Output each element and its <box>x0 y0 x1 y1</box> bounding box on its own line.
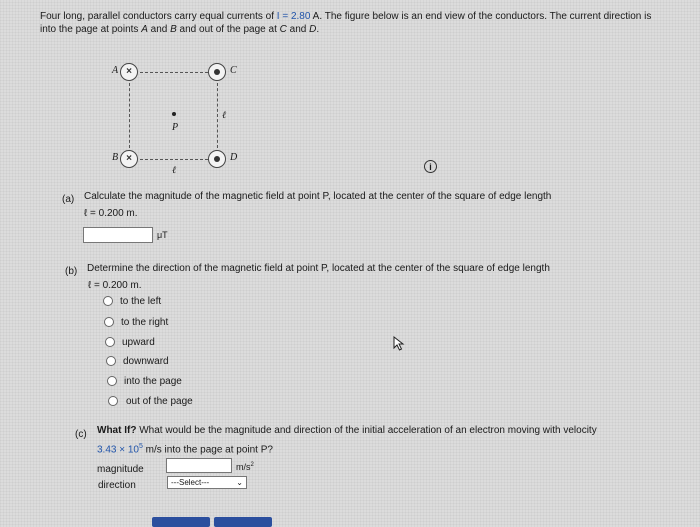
intro-text-4: and out of the page at <box>176 24 280 35</box>
radio-out-of-the-page[interactable] <box>108 396 118 406</box>
part-c-question <box>97 424 597 437</box>
velocity-exponent: 5 <box>138 443 143 450</box>
intro-text-5: and <box>286 24 310 35</box>
intro-point-b: B <box>170 24 177 35</box>
label-ell-side: ℓ <box>222 110 227 121</box>
conductor-a-into-icon <box>120 63 138 81</box>
problem-intro <box>40 10 670 36</box>
conductor-d-out-icon <box>208 150 226 168</box>
info-icon-glyph: i <box>429 162 432 172</box>
velocity-value: 3.43 × 10 <box>97 444 139 456</box>
option-upward: upward <box>122 337 155 348</box>
part-b-given: ℓ = 0.200 m. <box>88 280 142 291</box>
part-a-answer-input[interactable] <box>83 227 153 243</box>
label-a: A <box>112 65 119 76</box>
intro-text-2: A. The figure below is an end view of the conductors. The current direction is into the page at points <box>40 11 652 35</box>
point-p-dot <box>172 112 176 116</box>
part-a-letter: (a) <box>62 194 75 205</box>
bottom-button-2[interactable] <box>214 517 272 527</box>
conductor-b-into-icon <box>120 150 138 168</box>
intro-text-6: . <box>316 24 320 35</box>
dashed-edge-left <box>129 83 130 148</box>
part-c-question-text: What would be the magnitude and direction of the initial acceleration of an electron moving with velocity <box>136 425 597 436</box>
what-if-label: What If? <box>97 425 137 436</box>
part-c-velocity <box>97 440 273 456</box>
magnitude-label: magnitude <box>97 464 144 475</box>
label-ell-bottom: ℓ <box>172 165 177 176</box>
intro-point-a: A <box>141 24 148 35</box>
part-c-magnitude-input[interactable] <box>166 458 232 473</box>
part-a-unit: μT <box>157 230 168 240</box>
part-c-letter: (c) <box>75 429 87 440</box>
intro-point-c: C <box>279 24 287 35</box>
radio-to-the-right[interactable] <box>104 317 114 327</box>
option-into-the-page: into the page <box>124 376 182 387</box>
direction-select-value: ---Select--- <box>171 478 210 487</box>
cross-symbol-a: × <box>126 66 132 77</box>
radio-into-the-page[interactable] <box>107 376 117 386</box>
dashed-edge-bottom <box>140 159 208 160</box>
direction-label: direction <box>98 480 136 491</box>
option-to-the-left: to the left <box>120 296 162 307</box>
part-b-letter: (b) <box>65 266 78 277</box>
part-b-question: Determine the direction of the magnetic field at point P, located at the center of the square of edge length <box>87 263 550 274</box>
intro-text-1: Four long, parallel conductors carry equal currents of <box>40 11 277 22</box>
info-icon[interactable] <box>424 160 437 173</box>
part-a-given: ℓ = 0.200 m. <box>84 208 138 219</box>
magnitude-unit <box>236 459 254 474</box>
label-p: P <box>172 122 179 133</box>
direction-select[interactable] <box>167 476 247 489</box>
intro-text-3: and <box>147 24 171 35</box>
intro-point-d: D <box>309 24 317 35</box>
option-to-the-right: to the right <box>121 317 169 328</box>
label-b: B <box>112 152 119 163</box>
radio-downward[interactable] <box>106 356 116 366</box>
part-a-question: Calculate the magnitude of the magnetic field at point P, located at the center of the square of edge length <box>84 191 552 202</box>
label-c: C <box>230 65 237 76</box>
option-out-of-the-page: out of the page <box>126 396 193 407</box>
magnitude-unit-exp: 2 <box>250 462 254 468</box>
conductor-figure <box>100 55 260 175</box>
conductor-c-out-icon <box>208 63 226 81</box>
bottom-button-1[interactable] <box>152 517 210 527</box>
dashed-edge-right <box>217 83 218 148</box>
label-d: D <box>230 152 238 163</box>
option-downward: downward <box>123 356 169 367</box>
radio-to-the-left[interactable] <box>103 296 113 306</box>
dashed-edge-top <box>140 72 208 73</box>
cross-symbol-b: × <box>126 153 132 164</box>
magnitude-unit-text: m/s <box>236 462 251 472</box>
dot-symbol-d <box>214 156 220 162</box>
chevron-down-icon: ⌄ <box>236 478 243 487</box>
radio-upward[interactable] <box>105 337 115 347</box>
current-value: I = 2.80 <box>276 11 311 22</box>
dot-symbol-c <box>214 69 220 75</box>
mouse-cursor-icon <box>393 336 405 352</box>
velocity-rest: m/s into the page at point P? <box>142 444 273 456</box>
